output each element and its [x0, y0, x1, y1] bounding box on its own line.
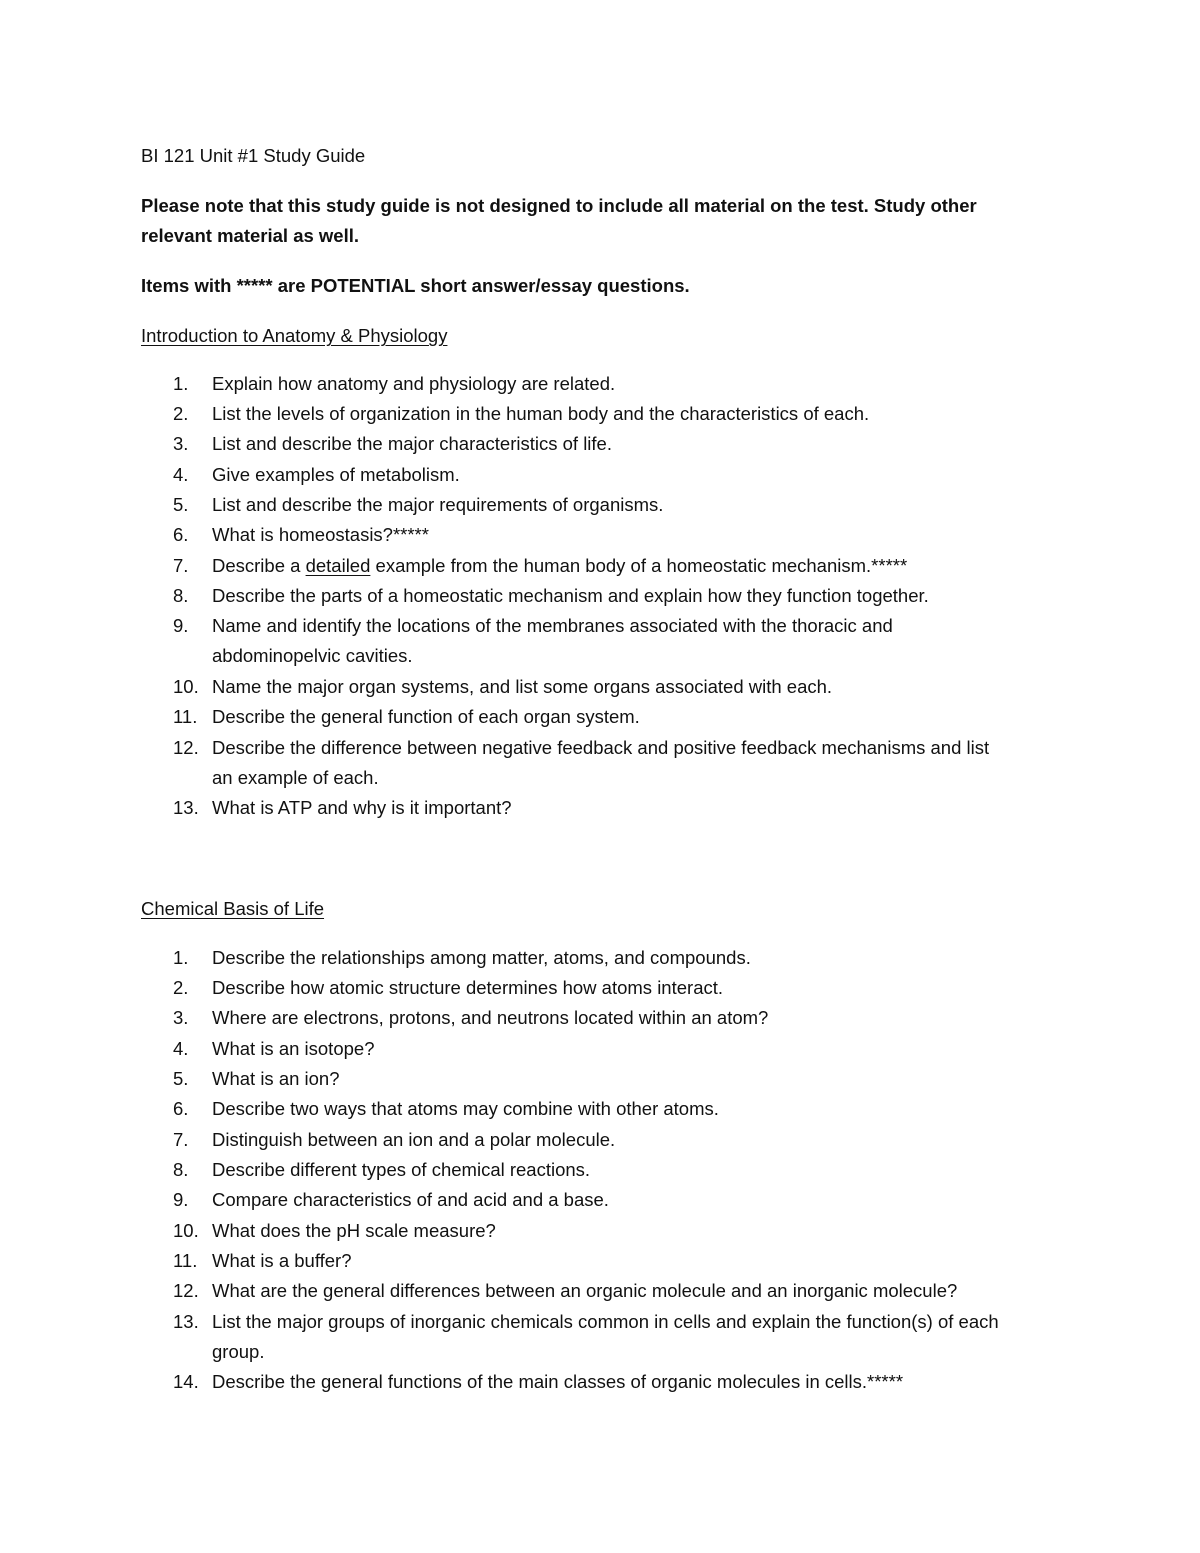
- list-item-text-line-2: group.: [212, 1341, 265, 1363]
- list-item-number: 12.: [173, 737, 199, 758]
- list-item-number: 2.: [173, 403, 189, 424]
- list-item-number: 3.: [173, 1007, 189, 1028]
- list-item-text: Describe the parts of a homeostatic mechanism and explain how they function together.: [212, 585, 929, 606]
- list-item: [141, 1276, 1061, 1306]
- list-item-text: What is an isotope?: [212, 1038, 375, 1059]
- list-item-text: Describe the general functions of the main classes of organic molecules in cells.*****: [212, 1371, 904, 1392]
- list-item-number: 13.: [173, 1311, 199, 1332]
- list-item-number: 13.: [173, 797, 199, 818]
- list-item-number: 6.: [173, 1098, 189, 1119]
- list-item-text: What is a buffer?: [212, 1250, 352, 1271]
- list-item-number: 11.: [173, 706, 198, 727]
- list-item-text: Compare characteristics of and acid and a base.: [212, 1189, 609, 1210]
- list-item-number: 4.: [173, 1038, 189, 1059]
- list-item: [141, 973, 1061, 1003]
- list-item: [141, 611, 1061, 672]
- list-item: [141, 520, 1061, 550]
- list-item: [141, 369, 1061, 399]
- list-item: [141, 1034, 1061, 1064]
- list-item: [141, 1125, 1061, 1155]
- list-item-number: 9.: [173, 615, 189, 636]
- list-item: [141, 490, 1061, 520]
- list-item-text: Describe the relationships among matter, atoms, and compounds.: [212, 947, 751, 968]
- list-item-text: Distinguish between an ion and a polar molecule.: [212, 1129, 616, 1150]
- list-item-number: 11.: [173, 1250, 198, 1271]
- list-item: [141, 733, 1061, 794]
- list-item-text: List and describe the major characteristics of life.: [212, 433, 612, 454]
- list-item: [141, 460, 1061, 490]
- list-item-text: Describe how atomic structure determines how atoms interact.: [212, 977, 724, 998]
- list-item-text: What is homeostasis?*****: [212, 524, 429, 545]
- list-item-text: Explain how anatomy and physiology are related.: [212, 373, 616, 394]
- list-item-number: 2.: [173, 977, 189, 998]
- list-item: [141, 1216, 1061, 1246]
- note-line-2: relevant material as well.: [141, 225, 360, 246]
- list-item-text: Describe different types of chemical reactions.: [212, 1159, 591, 1180]
- list-item-text: What is ATP and why is it important?: [212, 797, 512, 818]
- list-item-text: [212, 551, 1061, 581]
- note-line-1: Please note that this study guide is not designed to include all material on the test. Study other: [141, 195, 977, 216]
- list-item-number: 12.: [173, 1280, 199, 1301]
- list-item-number: 1.: [173, 373, 189, 394]
- list-item: [141, 399, 1061, 429]
- list-item-number: 7.: [173, 555, 189, 576]
- list-item-number: 5.: [173, 494, 189, 515]
- list-item: [141, 672, 1061, 702]
- list-item-number: 4.: [173, 464, 189, 485]
- list-item-text-line-2: an example of each.: [212, 767, 379, 789]
- list-item: [141, 793, 1061, 823]
- list-item-text: What is an ion?: [212, 1068, 340, 1089]
- list-item: [141, 1003, 1061, 1033]
- list-item-number: 6.: [173, 524, 189, 545]
- list-item: [141, 702, 1061, 732]
- list-item-text-line-1: Name and identify the locations of the membranes associated with the thoracic and: [212, 615, 893, 636]
- list-item-text: Where are electrons, protons, and neutrons located within an atom?: [212, 1007, 769, 1028]
- section-heading-anatomy: Introduction to Anatomy & Physiology: [141, 325, 448, 346]
- list-item-text-line-2: abdominopelvic cavities.: [212, 645, 413, 667]
- list-item: [141, 581, 1061, 611]
- list-item-text-line-1: List the major groups of inorganic chemicals common in cells and explain the function(s) of each: [212, 1311, 999, 1332]
- list-item-number: 10.: [173, 1220, 199, 1241]
- list-item: [141, 943, 1061, 973]
- list-item-text: Describe two ways that atoms may combine with other atoms.: [212, 1098, 719, 1119]
- list-item-number: 3.: [173, 433, 189, 454]
- list-item-number: 5.: [173, 1068, 189, 1089]
- list-item-text-pre: Describe a: [212, 555, 306, 576]
- list-item-text-post: example from the human body of a homeostatic mechanism.*****: [370, 555, 908, 576]
- list-item: [141, 1094, 1061, 1124]
- list-item-number: 8.: [173, 1159, 189, 1180]
- section-heading-chemistry: Chemical Basis of Life: [141, 898, 325, 919]
- list-item-text-line-1: Describe the difference between negative feedback and positive feedback mechanisms and list: [212, 737, 990, 758]
- list-item-text: Describe the general function of each organ system.: [212, 706, 640, 727]
- list-item-number: 8.: [173, 585, 189, 606]
- essay-items-note: Items with ***** are POTENTIAL short answer/essay questions.: [141, 275, 690, 296]
- list-item: [141, 1246, 1061, 1276]
- list-item-text: What does the pH scale measure?: [212, 1220, 496, 1241]
- list-item: [141, 1367, 1061, 1397]
- list-item: [141, 551, 1061, 581]
- list-item-number: 10.: [173, 676, 199, 697]
- list-item: [141, 1064, 1061, 1094]
- list-item-text: Name the major organ systems, and list some organs associated with each.: [212, 676, 833, 697]
- list-item-number: 7.: [173, 1129, 189, 1150]
- list-item-text: Give examples of metabolism.: [212, 464, 460, 485]
- list-item: [141, 1155, 1061, 1185]
- list-item-text: List and describe the major requirements of organisms.: [212, 494, 664, 515]
- list-item-text: List the levels of organization in the human body and the characteristics of each.: [212, 403, 870, 424]
- list-item-text: What are the general differences between an organic molecule and an inorganic molecule?: [212, 1280, 958, 1301]
- list-item-number: 14.: [173, 1371, 199, 1392]
- list-item: [141, 1307, 1061, 1368]
- document-title: BI 121 Unit #1 Study Guide: [141, 145, 366, 166]
- list-item: [141, 429, 1061, 459]
- list-item-number: 9.: [173, 1189, 189, 1210]
- list-item: [141, 1185, 1061, 1215]
- list-item-number: 1.: [173, 947, 189, 968]
- emphasis-detailed: detailed: [305, 555, 371, 576]
